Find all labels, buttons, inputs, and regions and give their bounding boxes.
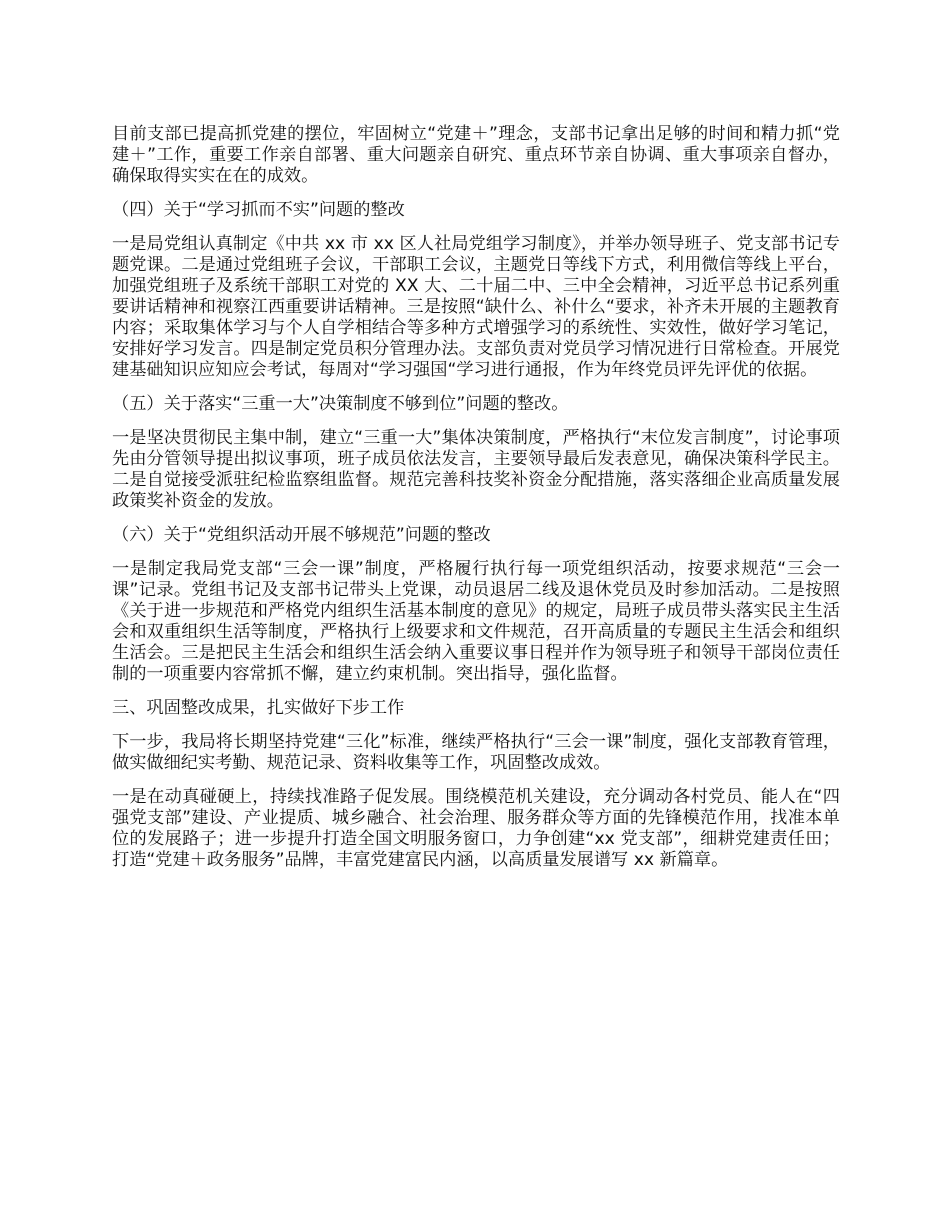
section-heading-3: 三、巩固整改成果，扎实做好下步工作 xyxy=(112,698,405,718)
section-heading-4: （四）关于“学习抓而不实”问题的整改 xyxy=(112,200,405,220)
section-heading-5: （五）关于落实“三重一大”决策制度不够到位”问题的整改。 xyxy=(112,394,569,414)
paragraph-section-4: 一是局党组认真制定《中共 xx 市 xx 区人社局党组学习制度》，并举办领导班子、党支部书记专题党课。二是通过党组班子会议，干部职工会议，主题党日等线下方式，利用微信等线上平台，加强党组班子及系统干部职工对党的 XX 大、二十届二中、三中全会精神，习近平总书记系列重要讲话精神和视察江西重要讲话精神。三是按照“缺什么、补什么“要求，补齐未开展的主题教育内容；采取集体学习与个人自学相结合等多种方式增强学习的系统性、实效性，做好学习笔记，安排好学习发言。四是制定党员积分管理办法。支部负责对党员学习情况进行日常检查。开展党建基础知识应知应会考试，每周对“学习强国“学习进行通报，作为年终党员评先评优的依据。 xyxy=(112,234,840,380)
paragraph-point-1: 一是在动真碰硬上，持续找准路子促发展。围绕模范机关建设，充分调动各村党员、能人在“四强党支部”建设、产业提质、城乡融合、社会治理、服务群众等方面的先锋模范作用，找准本单位的发展路子；进一步提升打造全国文明服务窗口，力争创建“xx 党支部”，细耕党建责任田；打造“党建＋政务服务”品牌，丰富党建富民内涵，以高质量发展谱写 xx 新篇章。 xyxy=(112,787,840,870)
paragraph-next-steps: 下一步，我局将长期坚持党建“三化”标准，继续严格执行“三会一课”制度，强化支部教育管理，做实做细纪实考勤、规范记录、资料收集等工作，巩固整改成效。 xyxy=(112,732,840,773)
paragraph-section-6: 一是制定我局党支部“三会一课”制度，严格履行执行每一项党组织活动，按要求规范“三会一课”记录。党组书记及支部书记带头上党课，动员退居二线及退休党员及时参加活动。二是按照《关于进一步规范和严格党内组织生活基本制度的意见》的规定，局班子成员带头落实民主生活会和双重组织生活等制度，严格执行上级要求和文件规范，召开高质量的专题民主生活会和组织生活会。三是把民主生活会和组织生活会纳入重要议事日程并作为领导班子和领导干部岗位责任制的一项重要内容常抓不懈，建立约束机制。突出指导，强化监督。 xyxy=(112,559,840,684)
section-heading-6: （六）关于“党组织活动开展不够规范”问题的整改 xyxy=(112,525,491,545)
paragraph-section-5: 一是坚决贯彻民主集中制，建立“三重一大”集体决策制度，严格执行“末位发言制度”，讨论事项先由分管领导提出拟议事项，班子成员依法发言，主要领导最后发表意见，确保决策科学民主。二是自觉接受派驻纪检监察组监督。规范完善科技奖补资金分配措施，落实落细企业高质量发展政策奖补资金的发放。 xyxy=(112,428,840,511)
document-body xyxy=(112,124,840,884)
paragraph-intro: 目前支部已提高抓党建的摆位，牢固树立“党建＋”理念，支部书记拿出足够的时间和精力抓“党建＋”工作，重要工作亲自部署、重大问题亲自研究、重点环节亲自协调、重大事项亲自督办，确保取得实实在在的成效。 xyxy=(112,124,840,186)
